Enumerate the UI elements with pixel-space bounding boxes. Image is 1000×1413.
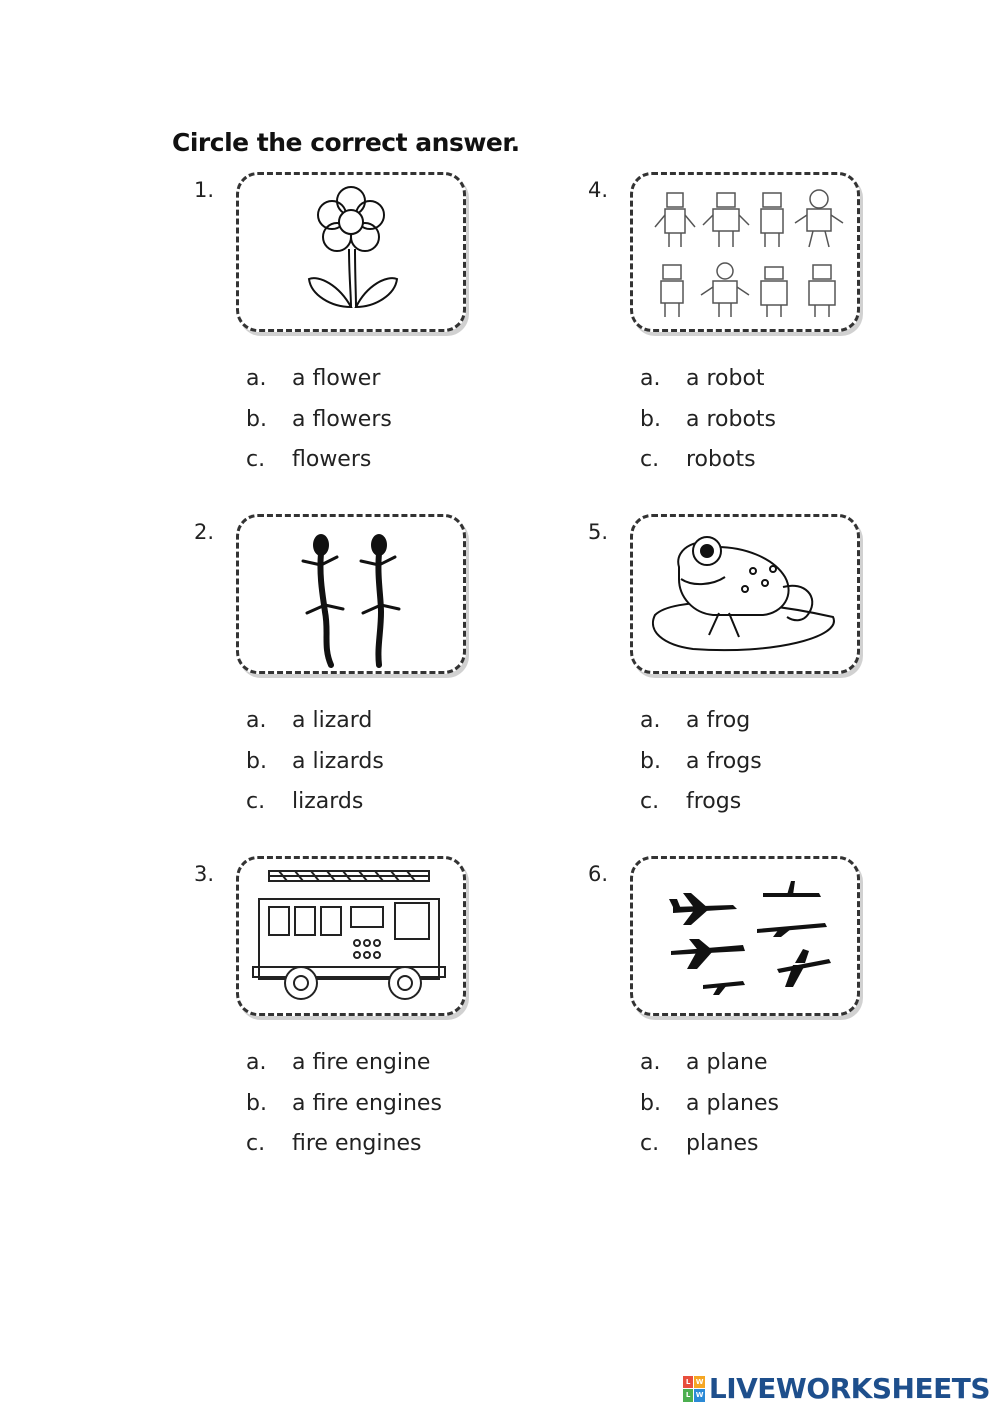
- lizards-picture: [236, 514, 466, 674]
- liveworksheets-logo[interactable]: [683, 1372, 990, 1405]
- option-c[interactable]: [640, 1123, 779, 1164]
- options-list: [246, 1042, 442, 1164]
- question-number: 5.: [588, 520, 609, 544]
- option-text: flowers: [292, 447, 372, 473]
- option-text: frogs: [686, 789, 742, 815]
- options-list: [640, 1042, 779, 1164]
- option-letter: c.: [246, 789, 266, 815]
- option-a[interactable]: [640, 700, 762, 741]
- option-b[interactable]: [640, 399, 776, 440]
- frog-picture: [630, 514, 860, 674]
- question-1: [194, 178, 494, 508]
- option-text: a fire engines: [292, 1090, 442, 1116]
- option-c[interactable]: [246, 439, 392, 480]
- logo-badge-icon: L W L W: [683, 1376, 705, 1402]
- option-text: a robots: [686, 406, 777, 432]
- option-text: a frog: [686, 707, 751, 733]
- option-b[interactable]: [246, 1083, 442, 1124]
- fire-engine-picture: [236, 856, 466, 1016]
- option-text: lizards: [292, 789, 364, 815]
- question-number: 3.: [194, 862, 215, 886]
- question-number: 2.: [194, 520, 215, 544]
- option-letter: c.: [640, 447, 660, 473]
- option-letter: c.: [640, 789, 660, 815]
- option-letter: b.: [640, 1090, 661, 1116]
- option-letter: a.: [246, 1049, 267, 1075]
- option-text: a planes: [686, 1090, 779, 1116]
- option-a[interactable]: [640, 358, 776, 399]
- option-letter: a.: [246, 365, 267, 391]
- option-letter: c.: [246, 1131, 266, 1157]
- option-letter: b.: [246, 748, 267, 774]
- option-a[interactable]: [246, 1042, 442, 1083]
- question-number: 1.: [194, 178, 215, 202]
- option-text: planes: [686, 1131, 759, 1157]
- option-letter: b.: [246, 1090, 267, 1116]
- option-text: a lizards: [292, 748, 384, 774]
- option-b[interactable]: [246, 741, 384, 782]
- question-2: [194, 520, 494, 850]
- option-letter: a.: [640, 365, 661, 391]
- option-letter: b.: [246, 406, 267, 432]
- option-letter: b.: [640, 748, 661, 774]
- option-letter: b.: [640, 406, 661, 432]
- option-text: a robot: [686, 365, 765, 391]
- question-3: [194, 862, 494, 1192]
- option-letter: a.: [640, 707, 661, 733]
- option-letter: a.: [246, 707, 267, 733]
- question-number: 6.: [588, 862, 609, 886]
- option-letter: a.: [640, 1049, 661, 1075]
- options-list: [246, 358, 392, 480]
- option-text: a flower: [292, 365, 381, 391]
- option-letter: c.: [640, 1131, 660, 1157]
- option-b[interactable]: [640, 1083, 779, 1124]
- option-text: a plane: [686, 1049, 768, 1075]
- robots-picture: [630, 172, 860, 332]
- option-letter: c.: [246, 447, 266, 473]
- option-text: a flowers: [292, 406, 392, 432]
- option-a[interactable]: [246, 700, 384, 741]
- option-text: a fire engine: [292, 1049, 431, 1075]
- option-text: a lizard: [292, 707, 373, 733]
- option-a[interactable]: [640, 1042, 779, 1083]
- question-6: [588, 862, 888, 1192]
- option-b[interactable]: [246, 399, 392, 440]
- option-a[interactable]: [246, 358, 392, 399]
- option-b[interactable]: [640, 741, 762, 782]
- option-c[interactable]: [246, 1123, 442, 1164]
- options-list: [640, 358, 776, 480]
- question-number: 4.: [588, 178, 609, 202]
- option-text: a frogs: [686, 748, 762, 774]
- option-text: robots: [686, 447, 756, 473]
- option-c[interactable]: [640, 439, 776, 480]
- planes-picture: [630, 856, 860, 1016]
- flower-picture: [236, 172, 466, 332]
- option-text: fire engines: [292, 1131, 422, 1157]
- page-title: Circle the correct answer.: [172, 128, 520, 157]
- question-5: [588, 520, 888, 850]
- option-c[interactable]: [246, 781, 384, 822]
- logo-text: LIVEWORKSHEETS: [708, 1372, 990, 1405]
- options-list: [640, 700, 762, 822]
- option-c[interactable]: [640, 781, 762, 822]
- options-list: [246, 700, 384, 822]
- question-4: [588, 178, 888, 508]
